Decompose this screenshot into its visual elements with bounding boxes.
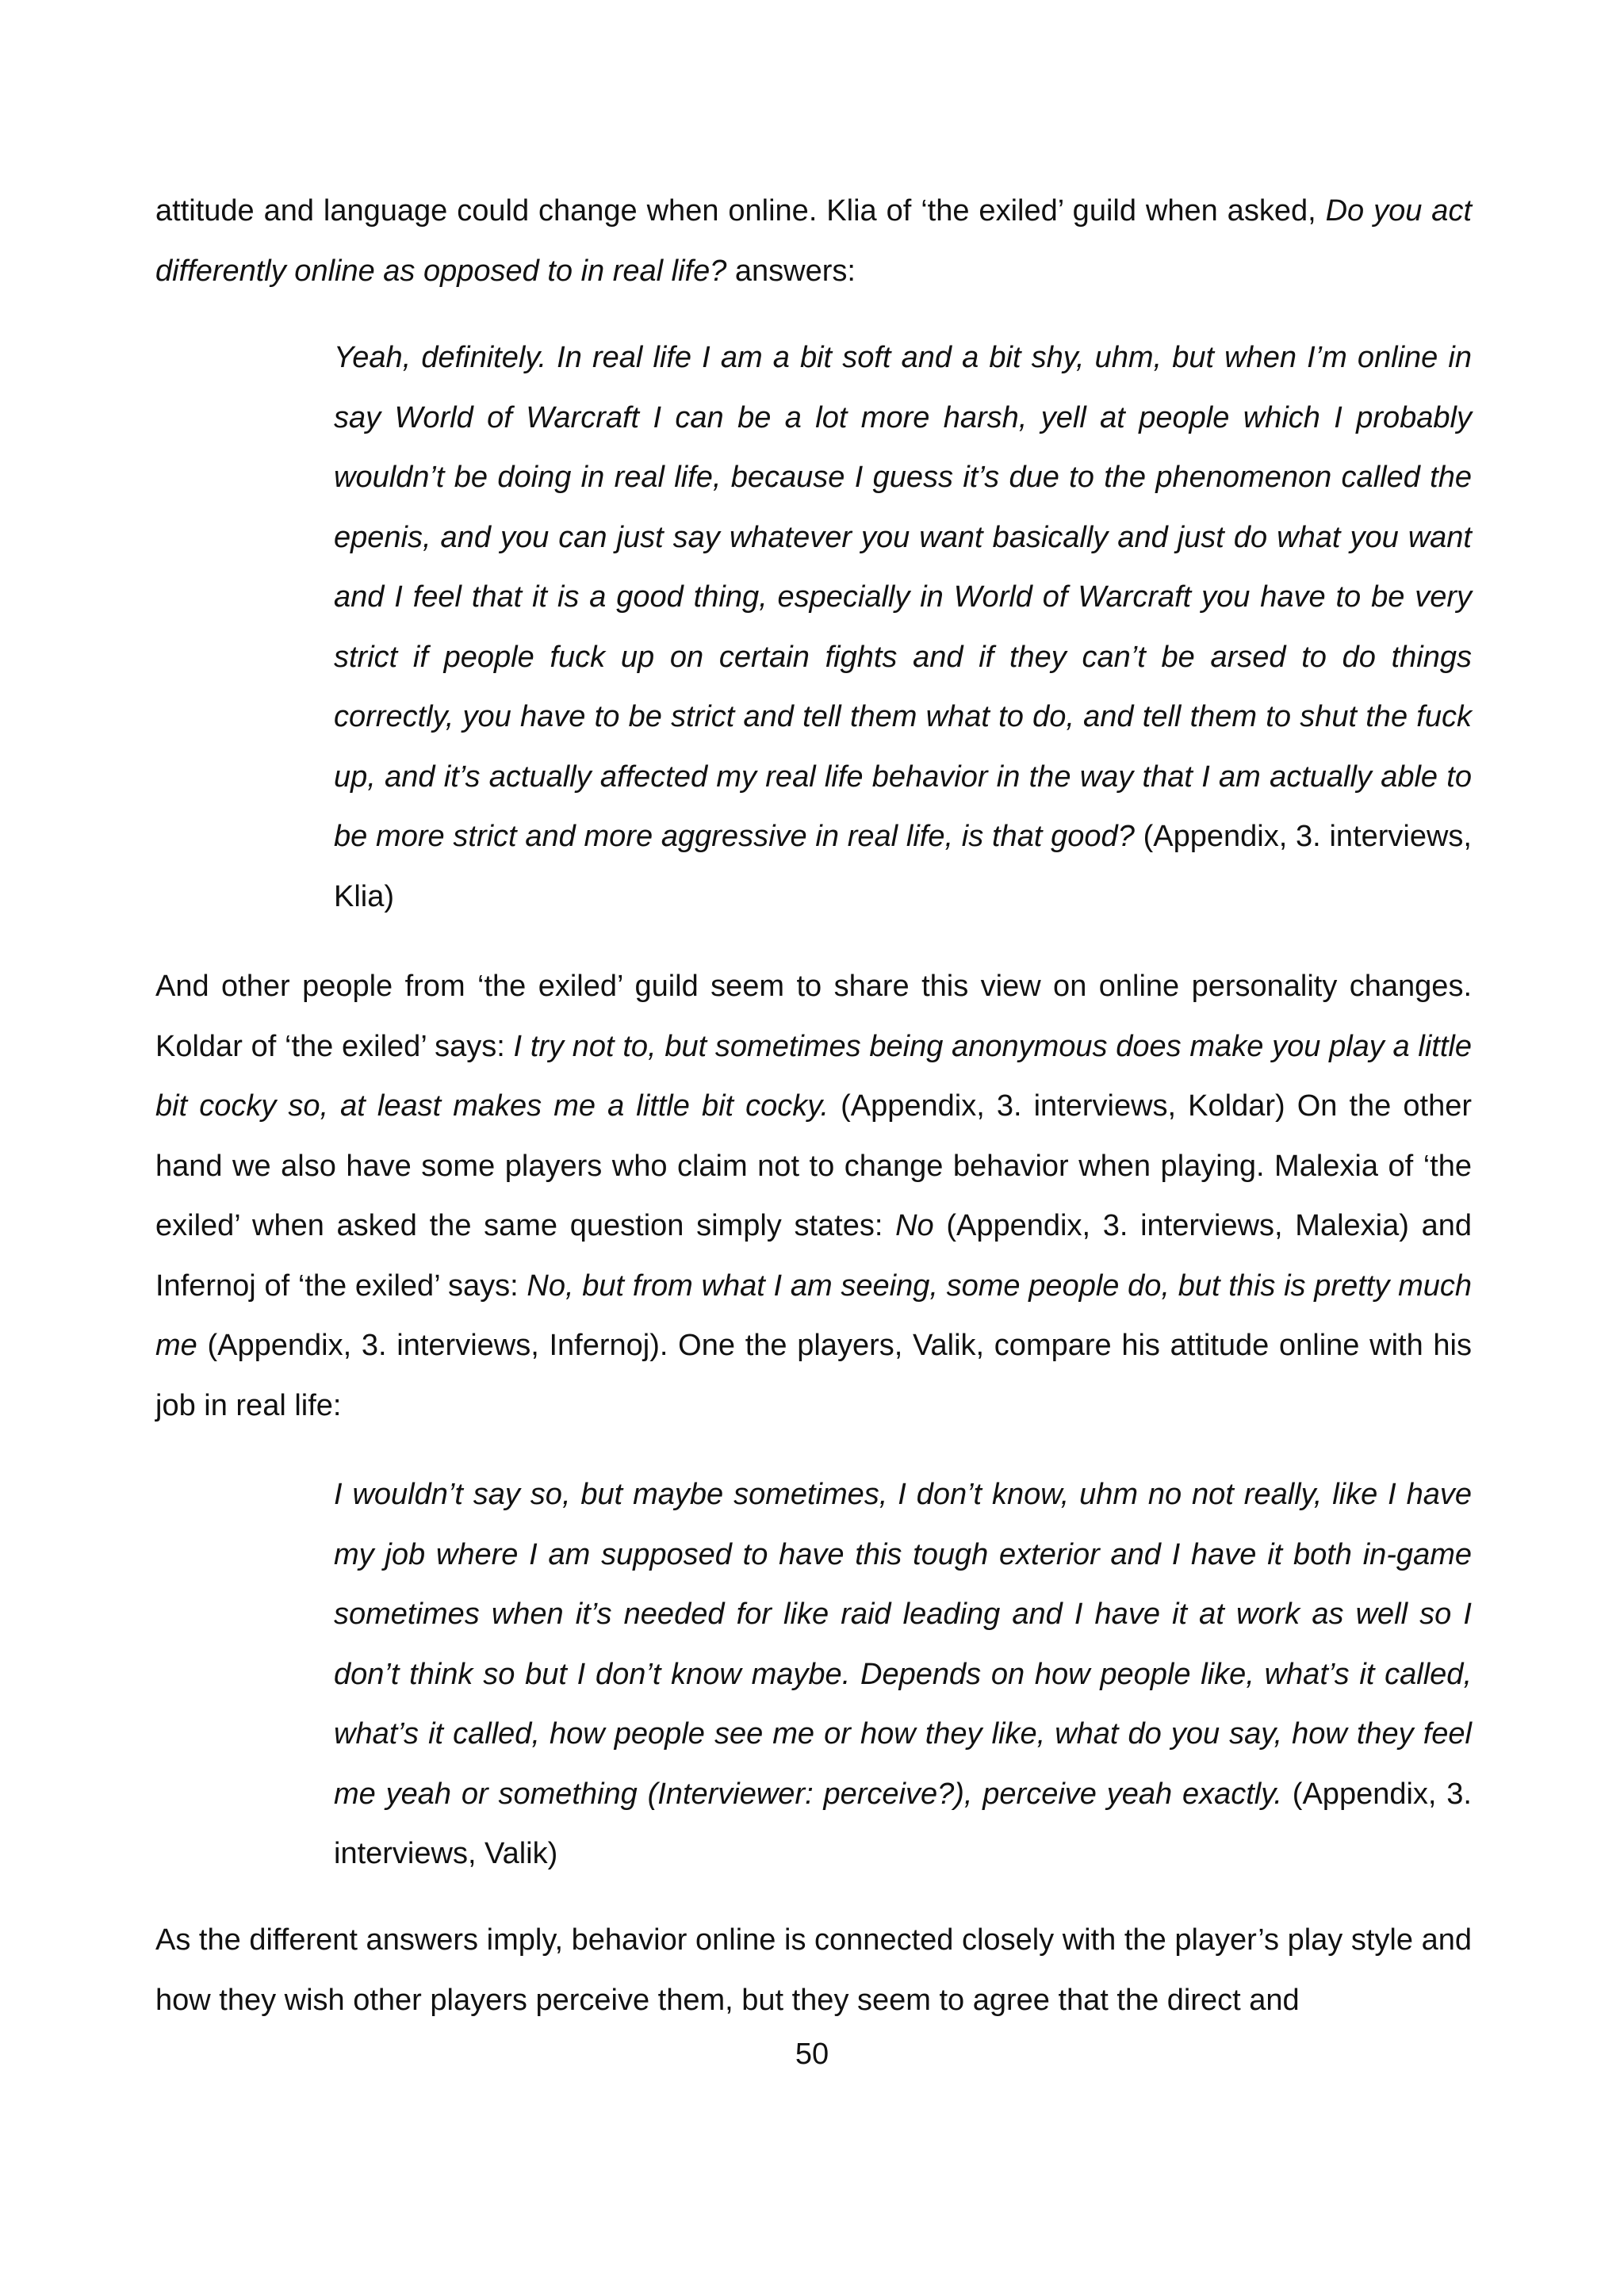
citation: (Appendix, 3. interviews, Valik): [334, 1777, 1472, 1870]
inline-quote: No: [895, 1209, 934, 1242]
body-paragraph: [155, 957, 1472, 1436]
paragraph-text: answers:: [726, 254, 856, 288]
page-number: 50: [795, 2038, 829, 2071]
block-quote-valik: [334, 1465, 1472, 1885]
body-paragraph: [155, 1911, 1472, 2030]
inline-quote: I try not to, but sometimes being anonymous does make you play a little bit cocky so, at least makes me a little bit cocky.: [155, 1029, 1472, 1123]
body-paragraph: [155, 182, 1472, 301]
interview-question: Do you act differently online as opposed to in real life?: [155, 194, 1472, 288]
paragraph-text: (Appendix, 3. interviews, Koldar) On the other hand we also have some players who claim not to change behavior when playing. Malexia of ‘the exiled’ when asked the same question simply states:: [155, 1089, 1472, 1242]
block-quote-klia: [334, 328, 1472, 927]
paragraph-text: (Appendix, 3. interviews, Infernoj). One the players, Valik, compare his attitude online with his job in real life:: [155, 1329, 1472, 1422]
quote-text: Yeah, definitely. In real life I am a bit soft and a bit shy, uhm, but when I’m online in say World of Warcraft I can be a lot more harsh, yell at people which I probably wouldn’t be doing in real life, because I guess it’s due to the phenomenon called the epenis, and you can just say whatever you want basically and just do what you want and I feel that it is a good thing, especially in World of Warcraft you have to be very strict if people fuck up on certain fights and if they can’t be arsed to do things correctly, you have to be strict and tell them what to do, and tell them to shut the fuck up, and it’s actually affected my real life behavior in the way that I am actually able to be more strict and more aggressive in real life, is that good?: [334, 341, 1472, 853]
paragraph-text: (Appendix, 3. interviews, Malexia) and Infernoj of ‘the exiled’ says:: [155, 1209, 1472, 1303]
paragraph-text: attitude and language could change when online. Klia of ‘the exiled’ guild when asked,: [155, 194, 1326, 228]
paragraph-text: And other people from ‘the exiled’ guild seem to share this view on online personality changes. Koldar of ‘the exiled’ says:: [155, 970, 1472, 1063]
quote-text: I wouldn’t say so, but maybe sometimes, I don’t know, uhm no not really, like I have my job where I am supposed to have this tough exterior and I have it both in-game sometimes when it’s needed for like raid leading and I have it at work as well so I don’t think so but I don’t know maybe. Depends on how people like, what’s it called, what’s it called, how people see me or how they like, what do you say, how they feel me yeah or something (Interviewer: perceive?), perceive yeah exactly.: [334, 1478, 1472, 1811]
citation: (Appendix, 3. interviews, Klia): [334, 820, 1472, 913]
inline-quote: No, but from what I am seeing, some people do, but this is pretty much me: [155, 1269, 1472, 1362]
paragraph-text: As the different answers imply, behavior online is connected closely with the player’s play style and how they wish other players perceive them, but they seem to agree that the direct and: [155, 1923, 1472, 2017]
